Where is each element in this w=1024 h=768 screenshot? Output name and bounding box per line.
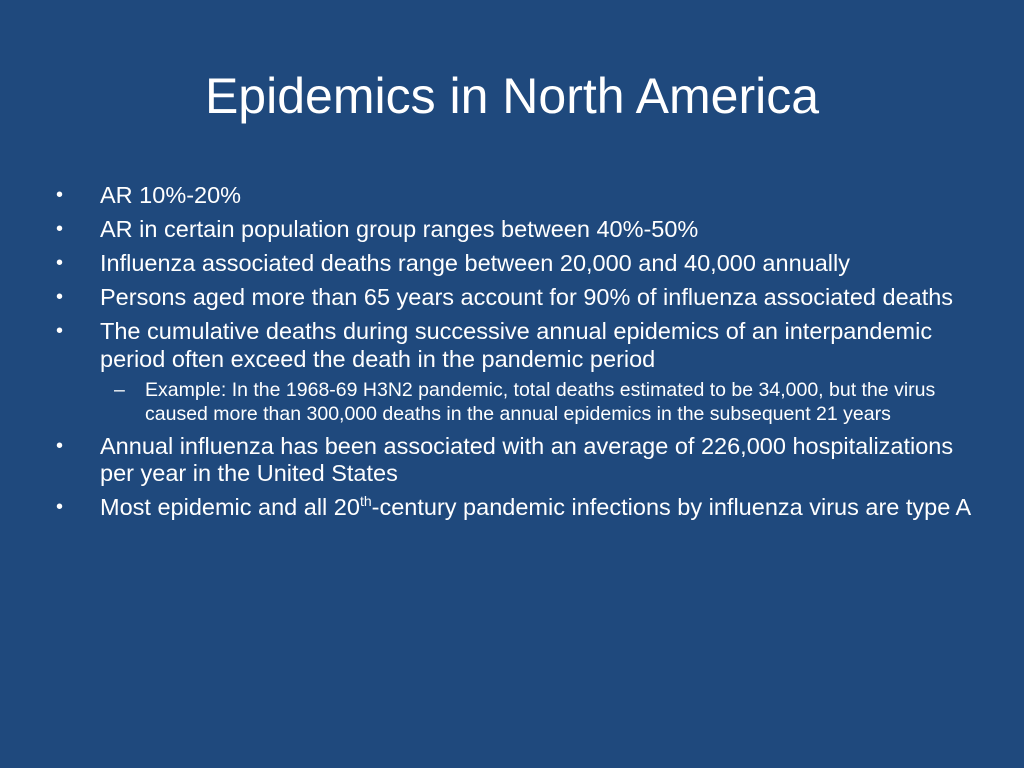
bullet-text-start: Most epidemic and all 20 bbox=[100, 494, 360, 520]
sub-bullet-example bbox=[52, 378, 972, 427]
bullet-text-end: -century pandemic infections by influenza virus are type A bbox=[371, 494, 972, 520]
bullet-text: Influenza associated deaths range between 20,000 and 40,000 annually bbox=[100, 250, 850, 276]
bullet-item-type-a bbox=[52, 494, 972, 522]
slide-title: Epidemics in North America bbox=[204, 68, 820, 124]
bullet-icon: • bbox=[56, 218, 64, 240]
bullet-icon: • bbox=[56, 252, 64, 274]
bullet-text: Persons aged more than 65 years account for 90% of influenza associated deaths bbox=[100, 284, 954, 310]
bullet-item-population-group bbox=[52, 216, 972, 244]
bullet-icon: • bbox=[56, 286, 64, 308]
bullet-text bbox=[100, 494, 971, 520]
bullet-text: The cumulative deaths during successive annual epidemics of an interpandemic period often exceed the death in the pandemic period bbox=[100, 318, 933, 372]
dash-icon: – bbox=[114, 378, 125, 401]
bullet-item-cumulative-deaths bbox=[52, 318, 972, 373]
ordinal-suffix: th bbox=[359, 493, 372, 510]
bullet-icon: • bbox=[56, 496, 64, 518]
bullet-icon: • bbox=[56, 320, 64, 342]
bullet-text: Annual influenza has been associated with an average of 226,000 hospitalizations per year in the United States bbox=[100, 432, 954, 486]
bullet-item-elderly-deaths bbox=[52, 284, 972, 312]
bullet-item-hospitalizations bbox=[52, 433, 972, 488]
bullet-text: AR in certain population group ranges between 40%-50% bbox=[100, 216, 699, 242]
sub-bullet-text: Example: In the 1968-69 H3N2 pandemic, total deaths estimated to be 34,000, but the virus caused more than 300,000 deaths in the annual epidemics in the subsequent 21 years bbox=[145, 378, 936, 425]
bullet-item-deaths-range bbox=[52, 250, 972, 278]
bullet-icon: • bbox=[56, 184, 64, 206]
bullet-item-attack-rate bbox=[52, 182, 972, 210]
bullet-text: AR 10%-20% bbox=[100, 182, 242, 208]
bullet-list bbox=[52, 182, 972, 528]
bullet-icon: • bbox=[56, 434, 64, 457]
